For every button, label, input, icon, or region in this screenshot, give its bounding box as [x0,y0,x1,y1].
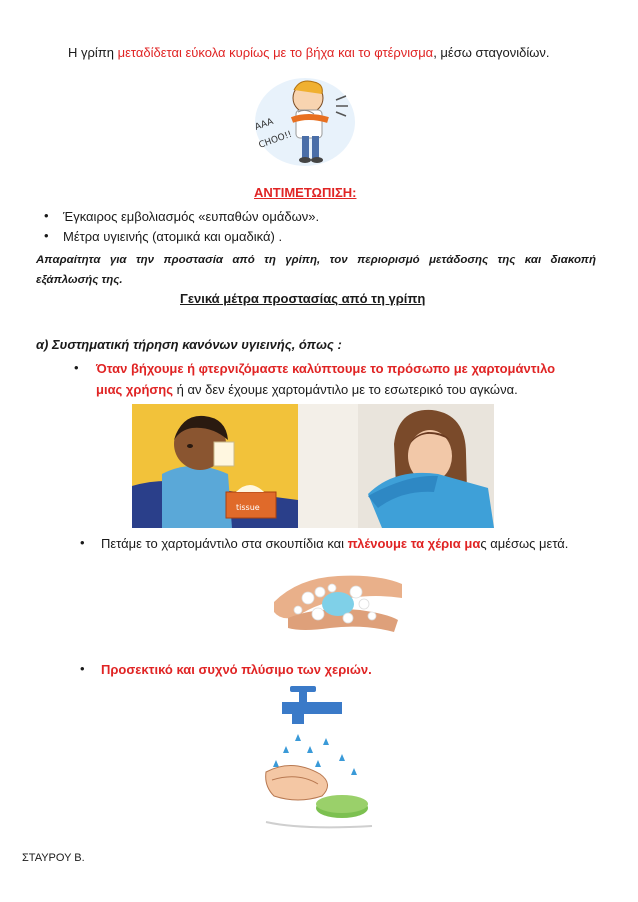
rule-cough-line-1: Όταν βήχουμε ή φτερνιζόμαστε καλύπτουμε το πρόσωπο με χαρτομάντιλο [96,361,556,376]
intro-before: Η γρίπη [68,45,118,60]
intro-highlight: μεταδίδεται εύκολα κυρίως με το βήχα και το φτέρνισμα [117,45,434,60]
hygiene-heading: α) Συστηματική τήρηση κανόνων υγιεινής, όπως : [36,337,342,352]
rule-wash: Προσεκτικό και συχνό πλύσιμο των χεριών. [101,662,372,677]
bullet-dot: • [80,535,85,550]
necessity-line-1: Απαραίτητα για την προστασία από τη γρίπη, τον περιορισμό μετάδοσης της και διακοπή [36,254,596,266]
general-measures-heading: Γενικά μέτρα προστασίας από τη γρίπη [180,291,426,306]
treatment-bullet-hygiene: Μέτρα υγιεινής (ατομικά και ομαδικά) . [63,229,283,244]
footer-author: ΣΤΑΥΡΟΥ Β. [22,852,85,864]
necessity-line-2: εξάπλωσής της. [36,274,123,286]
sneeze-text-aaa: AAA [253,116,275,133]
bullet-dot: • [80,661,85,676]
rule-dispose-before: Πετάμε το χαρτομάντιλο στα σκουπίδια και [101,536,348,551]
rule-cough-single-use: μιας χρήσης [96,382,173,397]
soapy-hands-photo [268,558,404,640]
bullet-dot: • [44,228,49,243]
tissue-box-label: tissue [236,503,260,512]
rule-dispose [101,535,568,553]
bullet-dot: • [74,360,79,375]
rule-cough-elbow: ή αν δεν έχουμε χαρτομάντιλο με το εσωτερικό του αγκώνα. [173,382,518,397]
faucet-handwashing-illustration [262,680,386,832]
rule-dispose-after: ς αμέσως μετά. [480,536,569,551]
rule-dispose-highlight: πλένουμε τα χέρια μα [347,536,481,551]
intro-text [68,44,550,62]
girl-coughing-into-elbow-photo [298,404,494,528]
intro-after: , μέσω σταγονιδίων. [433,45,550,60]
child-with-tissue-illustration [132,404,298,528]
bullet-dot: • [44,208,49,223]
rule-cough-line-2 [96,381,518,399]
treatment-heading: ΑΝΤΙΜΕΤΩΠΙΣΗ: [254,185,357,200]
treatment-bullet-vaccination: Έγκαιρος εμβολιασμός «ευπαθών ομάδων». [63,209,320,224]
sneezing-child-illustration [250,70,360,170]
sneeze-text-choo: CHOO!! [257,129,294,151]
